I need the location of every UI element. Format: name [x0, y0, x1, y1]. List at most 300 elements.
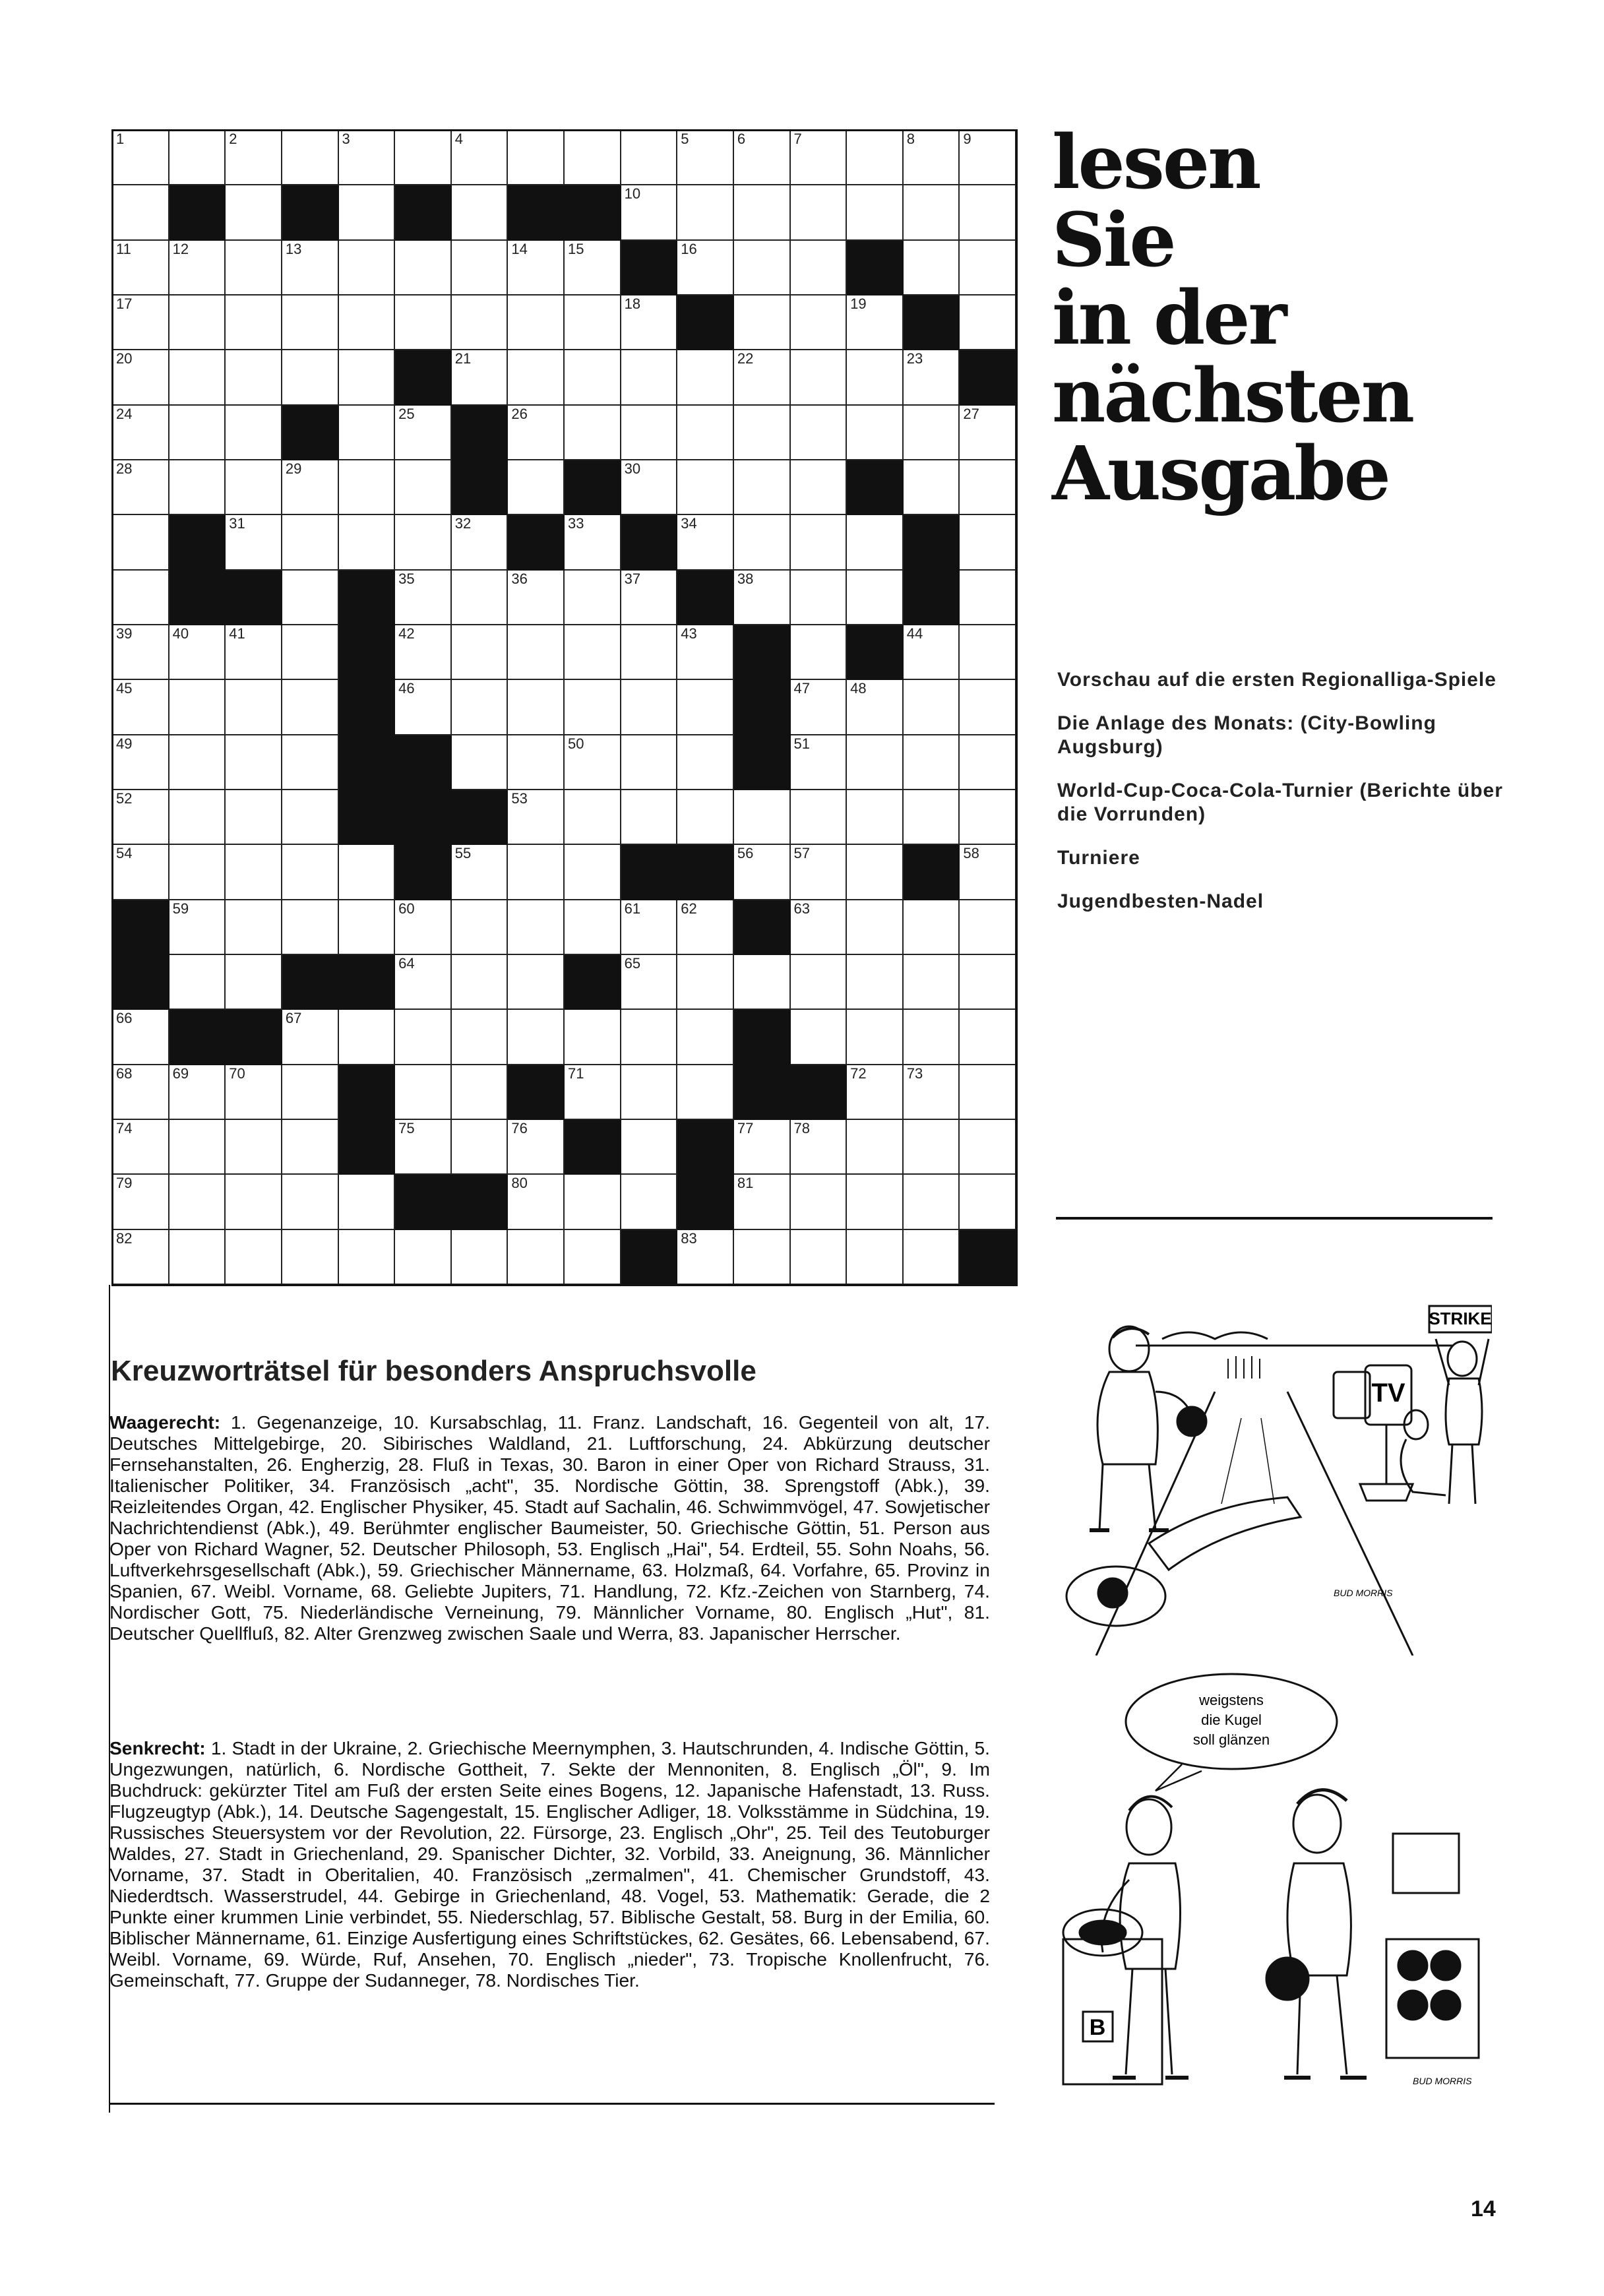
grid-cell[interactable]	[170, 406, 226, 460]
cell-number: 46	[398, 680, 415, 697]
grid-cell[interactable]	[452, 680, 509, 735]
grid-cell[interactable]	[847, 515, 904, 570]
grid-cell[interactable]	[621, 571, 678, 625]
grid-cell[interactable]	[113, 1175, 170, 1229]
grid-cell[interactable]	[170, 790, 226, 845]
grid-cell[interactable]	[170, 295, 226, 350]
grid-cell[interactable]	[508, 1010, 565, 1065]
grid-cell[interactable]	[170, 241, 226, 295]
grid-cell[interactable]	[452, 845, 509, 900]
grid-cell[interactable]	[113, 571, 170, 625]
grid-cell[interactable]	[170, 1175, 226, 1229]
grid-cell[interactable]	[734, 1175, 791, 1229]
grid-cell[interactable]	[960, 790, 1016, 845]
grid-cell[interactable]	[621, 1175, 678, 1229]
grid-cell[interactable]	[847, 680, 904, 735]
grid-cell[interactable]	[847, 1065, 904, 1120]
grid-cell[interactable]	[508, 680, 565, 735]
grid-cell[interactable]	[170, 625, 226, 680]
grid-cell[interactable]	[113, 680, 170, 735]
grid-cell[interactable]	[508, 955, 565, 1010]
grid-cell[interactable]	[282, 571, 339, 625]
grid-cell[interactable]	[904, 131, 960, 185]
grid-cell[interactable]	[960, 295, 1016, 350]
grid-cell[interactable]	[565, 680, 621, 735]
grid-cell[interactable]	[395, 406, 452, 460]
grid-cell[interactable]	[452, 955, 509, 1010]
grid-cell[interactable]	[677, 1010, 734, 1065]
grid-cell[interactable]	[621, 406, 678, 460]
grid-cell[interactable]	[339, 295, 396, 350]
grid-cell[interactable]	[339, 900, 396, 955]
grid-cell[interactable]	[226, 1065, 282, 1120]
grid-cell[interactable]	[565, 241, 621, 295]
grid-cell[interactable]	[791, 241, 848, 295]
grid-cell[interactable]	[734, 1120, 791, 1175]
grid-cell[interactable]	[904, 460, 960, 515]
grid-cell[interactable]	[395, 460, 452, 515]
grid-cell[interactable]	[170, 1230, 226, 1285]
grid-cell[interactable]	[677, 680, 734, 735]
grid-cell[interactable]	[452, 241, 509, 295]
cell-number: 16	[681, 240, 697, 257]
grid-cell[interactable]	[847, 735, 904, 790]
grid-cell[interactable]	[113, 241, 170, 295]
grid-cell[interactable]	[791, 406, 848, 460]
grid-cell[interactable]	[339, 515, 396, 570]
grid-cell[interactable]	[904, 1065, 960, 1120]
grid-cell[interactable]	[113, 350, 170, 405]
grid-cell[interactable]	[734, 295, 791, 350]
grid-cell[interactable]	[847, 350, 904, 405]
grid-cell[interactable]	[565, 1065, 621, 1120]
grid-cell[interactable]	[960, 131, 1016, 185]
grid-cell[interactable]	[621, 1120, 678, 1175]
grid-cell[interactable]	[226, 185, 282, 240]
grid-cell[interactable]	[960, 1065, 1016, 1120]
grid-cell[interactable]	[452, 900, 509, 955]
grid-cell[interactable]	[621, 680, 678, 735]
grid-cell[interactable]	[508, 350, 565, 405]
grid-cell[interactable]	[677, 1230, 734, 1285]
grid-cell[interactable]	[282, 680, 339, 735]
grid-cell[interactable]	[904, 185, 960, 240]
grid-cell[interactable]	[791, 460, 848, 515]
grid-cell[interactable]	[452, 1065, 509, 1120]
grid-cell[interactable]	[170, 900, 226, 955]
grid-cell[interactable]	[734, 845, 791, 900]
grid-cell[interactable]	[508, 790, 565, 845]
grid-cell[interactable]	[847, 845, 904, 900]
grid-cell[interactable]	[904, 900, 960, 955]
grid-cell[interactable]	[847, 1120, 904, 1175]
black-cell	[339, 955, 396, 1010]
grid-cell[interactable]	[452, 571, 509, 625]
grid-cell[interactable]	[565, 350, 621, 405]
grid-cell[interactable]	[452, 185, 509, 240]
grid-cell[interactable]	[508, 406, 565, 460]
cell-number: 40	[172, 625, 189, 642]
grid-cell[interactable]	[791, 185, 848, 240]
grid-cell[interactable]	[904, 1175, 960, 1229]
grid-cell[interactable]	[339, 1010, 396, 1065]
grid-cell[interactable]	[904, 955, 960, 1010]
grid-cell[interactable]	[847, 406, 904, 460]
grid-cell[interactable]	[339, 241, 396, 295]
grid-cell[interactable]	[170, 735, 226, 790]
grid-cell[interactable]	[170, 1065, 226, 1120]
grid-cell[interactable]	[847, 131, 904, 185]
grid-cell[interactable]	[226, 1175, 282, 1229]
grid-cell[interactable]	[282, 241, 339, 295]
grid-cell[interactable]	[791, 131, 848, 185]
grid-cell[interactable]	[226, 625, 282, 680]
grid-cell[interactable]	[395, 680, 452, 735]
grid-cell[interactable]	[226, 790, 282, 845]
grid-cell[interactable]	[677, 625, 734, 680]
grid-cell[interactable]	[565, 1010, 621, 1065]
grid-cell[interactable]	[565, 900, 621, 955]
grid-cell[interactable]	[452, 131, 509, 185]
grid-cell[interactable]	[565, 515, 621, 570]
grid-cell[interactable]	[621, 350, 678, 405]
black-cell	[339, 1065, 396, 1120]
grid-cell[interactable]	[960, 406, 1016, 460]
grid-cell[interactable]	[734, 790, 791, 845]
grid-cell[interactable]	[677, 350, 734, 405]
grid-cell[interactable]	[791, 680, 848, 735]
grid-cell[interactable]	[170, 350, 226, 405]
grid-cell[interactable]	[791, 790, 848, 845]
grid-cell[interactable]	[508, 1230, 565, 1285]
grid-cell[interactable]	[677, 1065, 734, 1120]
grid-cell[interactable]	[226, 515, 282, 570]
grid-cell[interactable]	[395, 571, 452, 625]
grid-cell[interactable]	[621, 460, 678, 515]
grid-cell[interactable]	[282, 515, 339, 570]
grid-cell[interactable]	[282, 1065, 339, 1120]
grid-cell[interactable]	[621, 625, 678, 680]
grid-cell[interactable]	[339, 845, 396, 900]
grid-cell[interactable]	[226, 1120, 282, 1175]
grid-cell[interactable]	[113, 1230, 170, 1285]
black-cell	[395, 185, 452, 240]
grid-cell[interactable]	[791, 515, 848, 570]
cell-number: 67	[285, 1010, 302, 1027]
grid-cell[interactable]	[282, 295, 339, 350]
grid-cell[interactable]	[395, 131, 452, 185]
grid-cell[interactable]	[452, 735, 509, 790]
grid-cell[interactable]	[113, 790, 170, 845]
grid-cell[interactable]	[170, 845, 226, 900]
grid-cell[interactable]	[960, 735, 1016, 790]
grid-cell[interactable]	[339, 131, 396, 185]
grid-cell[interactable]	[734, 131, 791, 185]
cell-number: 54	[116, 845, 133, 862]
grid-cell[interactable]	[734, 460, 791, 515]
grid-cell[interactable]	[395, 1065, 452, 1120]
grid-cell[interactable]	[452, 515, 509, 570]
grid-cell[interactable]	[282, 845, 339, 900]
grid-cell[interactable]	[395, 1010, 452, 1065]
grid-cell[interactable]	[847, 185, 904, 240]
grid-cell[interactable]	[508, 460, 565, 515]
grid-cell[interactable]	[508, 735, 565, 790]
grid-cell[interactable]	[677, 460, 734, 515]
grid-cell[interactable]	[113, 460, 170, 515]
grid-cell[interactable]	[113, 1065, 170, 1120]
grid-cell[interactable]	[791, 625, 848, 680]
grid-cell[interactable]	[904, 241, 960, 295]
cell-number: 35	[398, 570, 415, 587]
grid-cell[interactable]	[734, 241, 791, 295]
grid-cell[interactable]	[791, 845, 848, 900]
grid-cell[interactable]	[113, 1120, 170, 1175]
grid-cell[interactable]	[960, 515, 1016, 570]
grid-cell[interactable]	[960, 460, 1016, 515]
grid-cell[interactable]	[565, 571, 621, 625]
grid-cell[interactable]	[452, 295, 509, 350]
grid-cell[interactable]	[508, 845, 565, 900]
grid-cell[interactable]	[508, 900, 565, 955]
grid-cell[interactable]	[960, 625, 1016, 680]
grid-cell[interactable]	[282, 735, 339, 790]
grid-cell[interactable]	[904, 680, 960, 735]
preview-item: Vorschau auf die ersten Regionalliga-Spiele	[1057, 669, 1496, 691]
grid-cell[interactable]	[621, 900, 678, 955]
grid-cell[interactable]	[282, 350, 339, 405]
grid-cell[interactable]	[621, 185, 678, 240]
grid-cell[interactable]	[791, 955, 848, 1010]
cell-number: 69	[172, 1065, 189, 1082]
cell-number: 48	[850, 680, 867, 697]
cell-number: 78	[793, 1120, 810, 1136]
grid-cell[interactable]	[621, 131, 678, 185]
grid-cell[interactable]	[847, 1175, 904, 1229]
grid-cell[interactable]	[508, 131, 565, 185]
grid-cell[interactable]	[226, 241, 282, 295]
grid-cell[interactable]	[170, 1120, 226, 1175]
grid-cell[interactable]	[282, 1230, 339, 1285]
grid-cell[interactable]	[904, 406, 960, 460]
grid-cell[interactable]	[621, 790, 678, 845]
grid-cell[interactable]	[734, 406, 791, 460]
grid-cell[interactable]	[226, 131, 282, 185]
grid-cell[interactable]	[113, 625, 170, 680]
grid-cell[interactable]	[960, 241, 1016, 295]
cell-number: 11	[116, 240, 131, 257]
grid-cell[interactable]	[847, 295, 904, 350]
grid-cell[interactable]	[113, 131, 170, 185]
grid-cell[interactable]	[282, 625, 339, 680]
cell-number: 80	[511, 1175, 528, 1192]
grid-cell[interactable]	[960, 845, 1016, 900]
grid-cell[interactable]	[113, 515, 170, 570]
grid-cell[interactable]	[904, 735, 960, 790]
grid-cell[interactable]	[960, 1010, 1016, 1065]
grid-cell[interactable]	[508, 571, 565, 625]
grid-cell[interactable]	[339, 185, 396, 240]
grid-cell[interactable]	[677, 406, 734, 460]
grid-cell[interactable]	[960, 900, 1016, 955]
cell-number: 81	[737, 1175, 754, 1192]
grid-cell[interactable]	[847, 900, 904, 955]
grid-cell[interactable]	[791, 735, 848, 790]
grid-cell[interactable]	[565, 1230, 621, 1285]
grid-cell[interactable]	[339, 406, 396, 460]
polishing-ball-cartoon	[1057, 1669, 1492, 2117]
grid-cell[interactable]	[565, 790, 621, 845]
cell-number: 21	[454, 350, 472, 367]
grid-cell[interactable]	[395, 1230, 452, 1285]
grid-cell[interactable]	[113, 845, 170, 900]
grid-cell[interactable]	[565, 131, 621, 185]
grid-cell[interactable]	[170, 955, 226, 1010]
grid-cell[interactable]	[226, 900, 282, 955]
grid-cell[interactable]	[621, 295, 678, 350]
black-cell	[904, 845, 960, 900]
grid-cell[interactable]	[565, 845, 621, 900]
grid-cell[interactable]	[677, 131, 734, 185]
grid-cell[interactable]	[734, 1230, 791, 1285]
grid-cell[interactable]	[508, 625, 565, 680]
grid-cell[interactable]	[791, 900, 848, 955]
grid-cell[interactable]	[960, 1175, 1016, 1229]
grid-cell[interactable]	[395, 1120, 452, 1175]
grid-cell[interactable]	[282, 131, 339, 185]
grid-cell[interactable]	[452, 350, 509, 405]
grid-cell[interactable]	[791, 571, 848, 625]
grid-cell[interactable]	[395, 955, 452, 1010]
grid-cell[interactable]	[677, 900, 734, 955]
grid-cell[interactable]	[339, 1175, 396, 1229]
grid-cell[interactable]	[904, 1010, 960, 1065]
grid-cell[interactable]	[113, 295, 170, 350]
grid-cell[interactable]	[452, 625, 509, 680]
grid-cell[interactable]	[847, 955, 904, 1010]
grid-cell[interactable]	[847, 1230, 904, 1285]
grid-cell[interactable]	[508, 241, 565, 295]
grid-cell[interactable]	[452, 1120, 509, 1175]
grid-cell[interactable]	[170, 460, 226, 515]
grid-cell[interactable]	[113, 406, 170, 460]
grid-cell[interactable]	[904, 625, 960, 680]
grid-cell[interactable]	[565, 295, 621, 350]
grid-cell[interactable]	[226, 350, 282, 405]
grid-cell[interactable]	[791, 1010, 848, 1065]
grid-cell[interactable]	[734, 955, 791, 1010]
grid-cell[interactable]	[395, 900, 452, 955]
grid-cell[interactable]	[395, 295, 452, 350]
grid-cell[interactable]	[677, 955, 734, 1010]
grid-cell[interactable]	[339, 460, 396, 515]
grid-cell[interactable]	[170, 680, 226, 735]
ball-polisher-machine	[1063, 1909, 1162, 2084]
grid-cell[interactable]	[734, 185, 791, 240]
grid-cell[interactable]	[508, 1175, 565, 1229]
grid-cell[interactable]	[113, 185, 170, 240]
grid-cell[interactable]	[395, 515, 452, 570]
grid-cell[interactable]	[170, 131, 226, 185]
grid-cell[interactable]	[960, 185, 1016, 240]
grid-cell[interactable]	[847, 790, 904, 845]
grid-cell[interactable]	[904, 350, 960, 405]
grid-cell[interactable]	[282, 790, 339, 845]
grid-cell[interactable]	[282, 1175, 339, 1229]
grid-cell[interactable]	[113, 735, 170, 790]
cell-number: 52	[116, 790, 133, 807]
grid-cell[interactable]	[960, 1120, 1016, 1175]
grid-cell[interactable]	[226, 735, 282, 790]
grid-cell[interactable]	[791, 295, 848, 350]
grid-cell[interactable]	[734, 571, 791, 625]
grid-cell[interactable]	[282, 1010, 339, 1065]
grid-cell[interactable]	[395, 241, 452, 295]
grid-cell[interactable]	[282, 1120, 339, 1175]
grid-cell[interactable]	[452, 1010, 509, 1065]
grid-cell[interactable]	[113, 1010, 170, 1065]
grid-cell[interactable]	[565, 625, 621, 680]
grid-cell[interactable]	[508, 295, 565, 350]
grid-cell[interactable]	[282, 460, 339, 515]
grid-cell[interactable]	[677, 241, 734, 295]
grid-cell[interactable]	[226, 1230, 282, 1285]
grid-cell[interactable]	[226, 845, 282, 900]
cell-number: 32	[454, 515, 472, 532]
grid-cell[interactable]	[791, 1230, 848, 1285]
grid-cell[interactable]	[395, 625, 452, 680]
grid-cell[interactable]	[565, 406, 621, 460]
grid-cell[interactable]	[226, 680, 282, 735]
grid-cell[interactable]	[339, 350, 396, 405]
grid-cell[interactable]	[960, 955, 1016, 1010]
grid-cell[interactable]	[339, 1230, 396, 1285]
grid-cell[interactable]	[791, 1120, 848, 1175]
grid-cell[interactable]	[960, 680, 1016, 735]
grid-cell[interactable]	[960, 571, 1016, 625]
grid-cell[interactable]	[677, 735, 734, 790]
grid-cell[interactable]	[226, 406, 282, 460]
grid-cell[interactable]	[565, 735, 621, 790]
grid-cell[interactable]	[904, 1120, 960, 1175]
grid-cell[interactable]	[677, 790, 734, 845]
grid-cell[interactable]	[565, 1175, 621, 1229]
grid-cell[interactable]	[677, 185, 734, 240]
grid-cell[interactable]	[226, 295, 282, 350]
cell-number: 29	[285, 460, 302, 477]
grid-cell[interactable]	[847, 1010, 904, 1065]
grid-cell[interactable]	[734, 350, 791, 405]
grid-cell[interactable]	[847, 571, 904, 625]
grid-cell[interactable]	[226, 460, 282, 515]
grid-cell[interactable]	[452, 1230, 509, 1285]
grid-cell[interactable]	[621, 1010, 678, 1065]
grid-cell[interactable]	[621, 735, 678, 790]
grid-cell[interactable]	[621, 1065, 678, 1120]
cell-number: 82	[116, 1229, 133, 1247]
grid-cell[interactable]	[621, 955, 678, 1010]
machine-label: B	[1089, 2015, 1106, 2040]
grid-cell[interactable]	[791, 350, 848, 405]
grid-cell[interactable]	[226, 955, 282, 1010]
grid-cell[interactable]	[508, 1120, 565, 1175]
grid-cell[interactable]	[282, 900, 339, 955]
grid-cell[interactable]	[734, 515, 791, 570]
grid-cell[interactable]	[904, 1230, 960, 1285]
grid-cell[interactable]	[904, 790, 960, 845]
grid-cell[interactable]	[677, 515, 734, 570]
grid-cell[interactable]	[791, 1175, 848, 1229]
